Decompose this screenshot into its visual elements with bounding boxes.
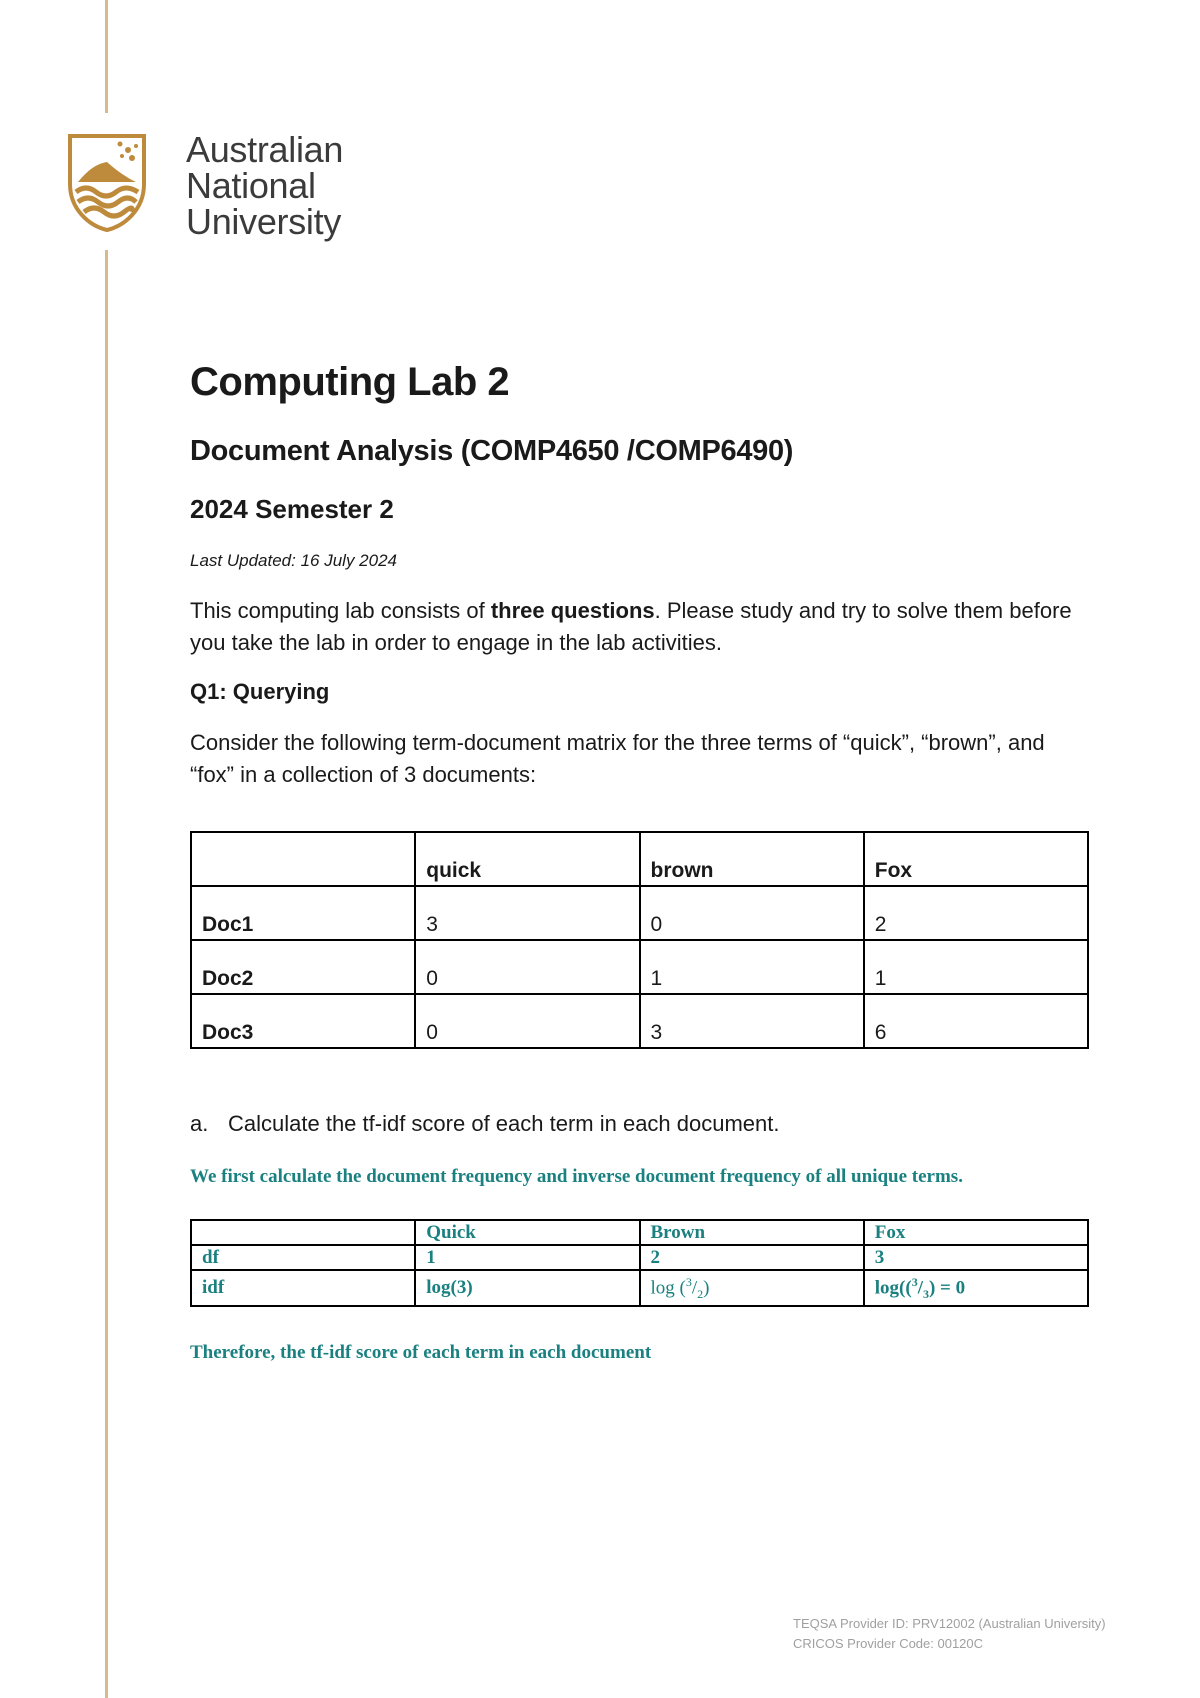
question-text: Consider the following term-document matrix for the three terms of “quick”, “brown”, and “fox” in a collection of 3 documents: [190,730,1045,787]
wordmark-line: National [186,165,316,206]
table-header-cell: Fox [864,832,1088,886]
fraction-numerator: 3 [911,1275,918,1289]
intro-text: This computing lab consists of [190,598,491,623]
row-label: Doc2 [191,940,415,994]
sub-question-a [190,1111,1090,1137]
table-cell: 1 [864,940,1088,994]
term-document-matrix [190,831,1089,1049]
semester-heading: 2024 Semester 2 [190,494,394,524]
document-body [190,360,1090,1365]
table-cell: 2 [640,1245,864,1270]
last-updated: Last Updated: 16 July 2024 [190,551,397,570]
table-cell: 0 [415,994,639,1048]
idf-table [190,1219,1089,1307]
table-cell: 0 [415,940,639,994]
footer-line: TEQSA Provider ID: PRV12002 (Australian University) [793,1616,1106,1631]
table-cell: 3 [415,886,639,940]
document-subtitle: Document Analysis (COMP4650 /COMP6490) [190,435,794,467]
margin-rule-bottom [105,250,108,1698]
university-logo [66,129,366,242]
document-title: Computing Lab 2 [190,360,510,404]
row-label: Doc3 [191,994,415,1048]
list-marker: a. [190,1111,209,1136]
table-cell: 0 [640,886,864,940]
intro-emphasis: three questions [490,598,655,623]
table-cell: 1 [415,1245,639,1270]
formula-part: ) [703,1277,710,1299]
table-header-cell [191,1220,415,1245]
table-header-cell: Quick [415,1220,639,1245]
table-header-cell: brown [640,832,864,886]
margin-rule-top [105,0,108,113]
footer-provider-info [793,1614,1106,1654]
answer-intro: We first calculate the document frequency and inverse document frequency of all unique terms. [190,1166,963,1187]
answer-conclusion: Therefore, the tf-idf score of each term in each document [190,1342,652,1364]
formula-part: ) = 0 [928,1277,966,1299]
row-label: Doc1 [191,886,415,940]
wordmark-line: Australian [186,129,344,170]
table-header-cell [191,832,415,886]
row-label: df [191,1245,415,1270]
table-header-cell: Fox [864,1220,1088,1245]
table-cell: 3 [640,994,864,1048]
table-header-row [191,832,1088,886]
footer-line: CRICOS Provider Code: 00120C [793,1636,984,1651]
wordmark-line: University [186,201,342,242]
table-cell: 6 [864,994,1088,1048]
university-wordmark [186,129,344,242]
table-header-cell: Brown [640,1220,864,1245]
table-cell: 2 [864,886,1088,940]
table-row [191,886,1088,940]
fraction-denominator: 3 [922,1287,929,1302]
table-row [191,1270,1088,1306]
table-header-row [191,1220,1088,1245]
formula-part: log(( [874,1277,912,1299]
crest-icon [66,132,148,232]
table-header-cell: quick [415,832,639,886]
table-cell: 3 [864,1245,1088,1270]
table-row [191,940,1088,994]
table-cell: 1 [640,940,864,994]
table-row [191,994,1088,1048]
sub-question-text: Calculate the tf-idf score of each term in each document. [228,1111,780,1136]
formula-part: log ( [650,1277,686,1299]
row-label: idf [191,1270,415,1306]
table-cell: log(3) [415,1270,639,1306]
intro-paragraph [190,595,1090,659]
intro-text: . Please study and try to solve them before you take the lab in order to engage in the lab activities. [190,598,1072,655]
table-row [191,1245,1088,1270]
fraction-numerator: 3 [685,1275,692,1289]
table-cell: $\log((^3/_3) = 0$ [864,1270,1088,1306]
fraction-denominator: 2 [697,1287,704,1302]
table-cell: $\log (^3/_2)$ [640,1270,864,1306]
question-heading: Q1: Querying [190,679,330,704]
